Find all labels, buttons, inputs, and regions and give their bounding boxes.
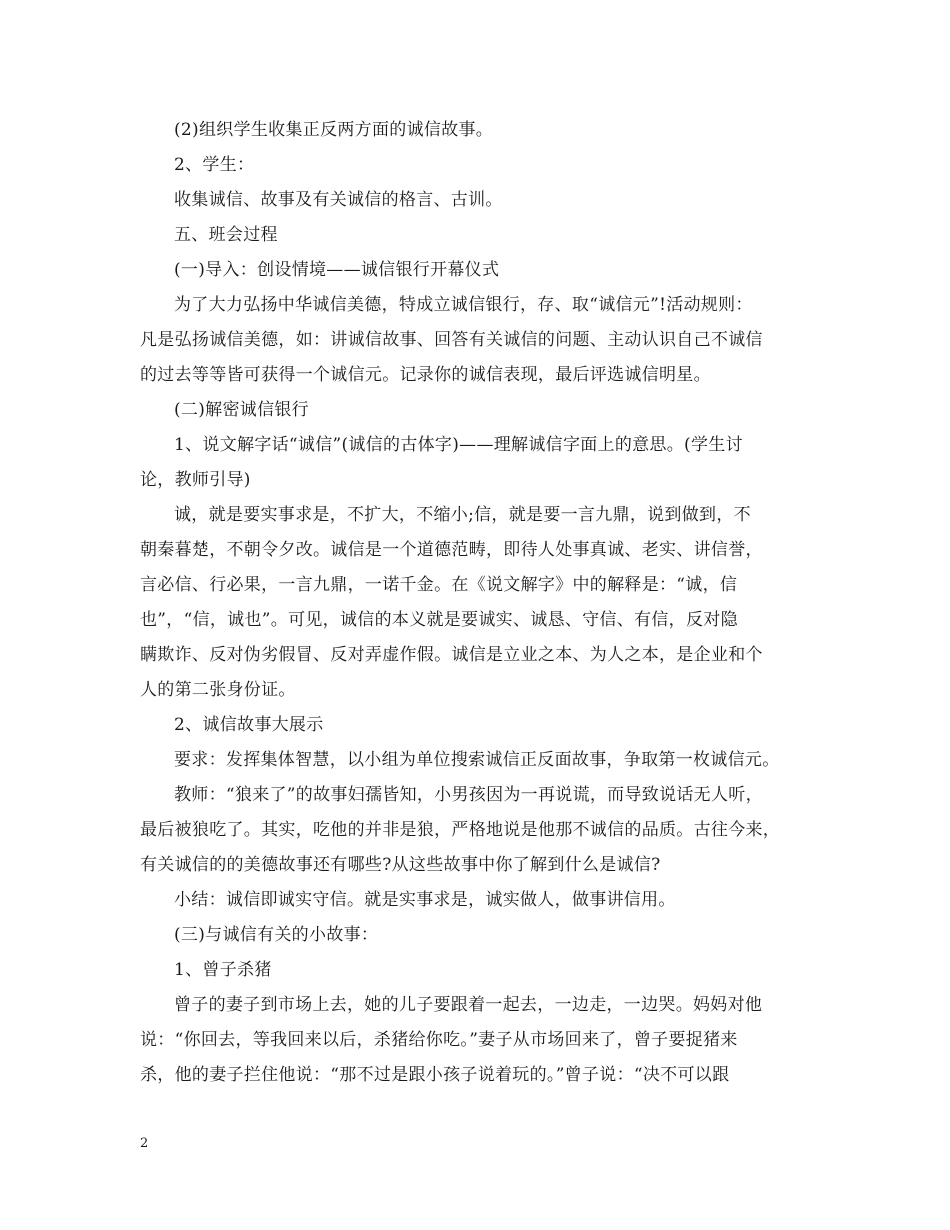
- paragraph-student-task: 收集诚信、故事及有关诚信的格言、古训。: [174, 190, 503, 210]
- paragraph-materials-item: (2)组织学生收集正反两方面的诚信故事。: [174, 120, 494, 140]
- document-body: [140, 113, 830, 1093]
- paragraph-summary: 小结：诚信即诚实守信。就是实事求是，诚实做人，做事讲信用。: [174, 890, 676, 910]
- paragraph-shuowen: 1、说文解字话“诚信”(诚信的古体字)——理解诚信字面上的意思。(学生讨 论，教师引导): [140, 435, 743, 490]
- subsection-heading-decode: (二)解密诚信银行: [174, 400, 309, 420]
- subsection-heading-stories: (三)与诚信有关的小故事：: [174, 925, 379, 945]
- paragraph-teacher: 教师：“狼来了”的故事妇孺皆知，小男孩因为一再说谎，而导致说话无人听， 最后被狼吃了。其实，吃他的并非是狼，严格地说是他那不诚信的品质。古往今来， 有关诚信的的美德故事还有哪些?从这些故事中你了解到什么是诚信?: [140, 785, 781, 875]
- page-number: 2: [140, 1136, 149, 1151]
- subsection-heading-intro: (一)导入：创设情境——诚信银行开幕仪式: [174, 260, 500, 280]
- paragraph-story-showcase-heading: 2、诚信故事大展示: [174, 715, 324, 735]
- paragraph-student-heading: 2、学生：: [174, 155, 255, 175]
- paragraph-requirement: 要求：发挥集体智慧，以小组为单位搜索诚信正反面故事，争取第一枚诚信元。: [174, 750, 780, 770]
- paragraph-definition: 诚，就是要实事求是，不扩大，不缩小;信，就是要一言九鼎，说到做到，不 朝秦暮楚，不朝令夕改。诚信是一个道德范畴，即待人处事真诚、老实、讲信誉， 言必信、行必果，一言九鼎，一诺千金。在《说文解字》中的解释是：“诚，信 也”，“信，诚也”。可见，诚信的本义就是要诚实、诚恳、守信、有信，反对隐 瞒欺诈、反对伪劣假冒、反对弄虚作假。诚信是立业之本、为人之本，是企业和个 人的第二张身份证。: [140, 505, 763, 700]
- story-title-zengzi: 1、曾子杀猪: [174, 960, 272, 980]
- paragraph-zengzi-story: 曾子的妻子到市场上去，她的儿子要跟着一起去，一边走，一边哭。妈妈对他 说：“你回去，等我回来以后，杀猪给你吃。”妻子从市场回来了，曾子要捉猪来 杀，他的妻子拦住他说：“那不过是跟小孩子说着玩的。”曾子说：“决不可以跟: [140, 995, 763, 1085]
- paragraph-bank-rules: 为了大力弘扬中华诚信美德，特成立诚信银行，存、取“诚信元”!活动规则： 凡是弘扬诚信美德，如：讲诚信故事、回答有关诚信的问题、主动认识自己不诚信 的过去等等皆可获得一个诚信元。记录你的诚信表现，最后评选诚信明星。: [140, 295, 763, 385]
- section-heading-process: 五、班会过程: [174, 225, 278, 245]
